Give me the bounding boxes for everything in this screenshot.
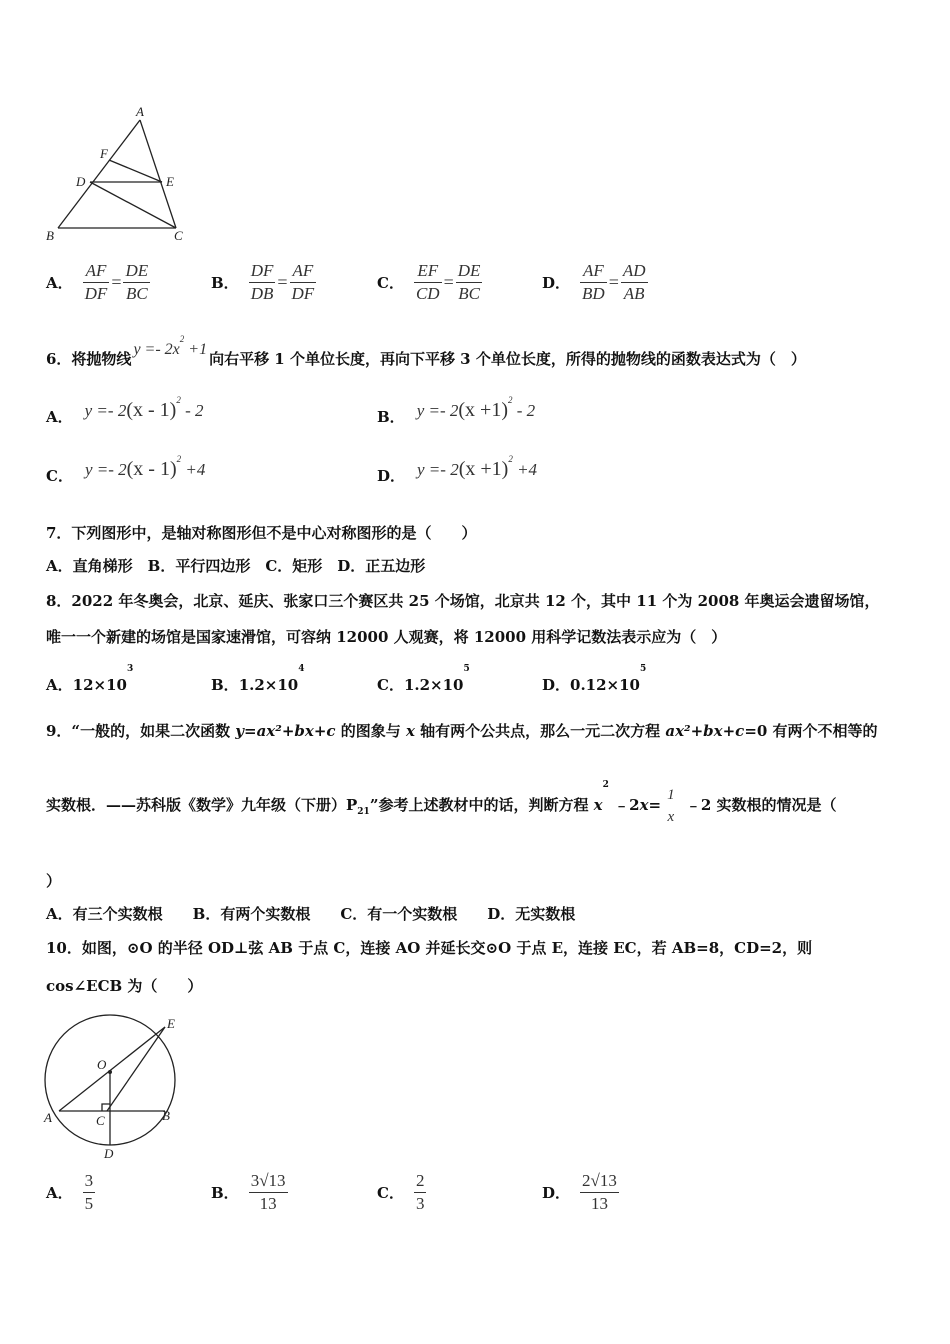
q8-option-d[interactable]: D．$0.12\times 10^5$	[542, 664, 647, 694]
label-d: D	[104, 1146, 114, 1160]
q6-option-b[interactable]: B． $y =- 2(x +1)^2 - 2$	[377, 395, 536, 426]
label-f: F	[100, 146, 108, 161]
label-o: O	[97, 1057, 107, 1072]
segment-ae	[59, 1027, 165, 1111]
q7-stem: 7．下列图形中，是轴对称图形但不是中心对称图形的是（ ）	[46, 524, 477, 542]
q9-stem-line2: 实数根．——苏科版《数学》九年级（下册）$P_{21}$”参考上述教材中的话，判断方程 $x^2$ ﹣2x= 1 x ﹣2 实数根的情况是（	[46, 780, 837, 825]
q10-stem-line2: cos∠ECB 为（ ）	[46, 977, 203, 995]
q6-option-a[interactable]: A． y =- 2(x - 1)$^2$ - 2	[46, 395, 204, 426]
label-a: A	[44, 1110, 52, 1125]
q6-option-d[interactable]: D． $y =- 2(x +1)^2 +4$	[377, 454, 538, 485]
segment-ce	[107, 1027, 165, 1111]
q6-option-c[interactable]: C． y =- 2(x - 1)$^2$ +4	[46, 454, 206, 485]
q7-options[interactable]: A．直角梯形 B．平行四边形 C．矩形 D．正五边形	[46, 557, 426, 575]
label-b: B	[162, 1108, 170, 1123]
label-c: C	[174, 228, 183, 243]
q10-option-b[interactable]: B． $\frac{3√13}{13}$	[211, 1171, 286, 1213]
label-e: E	[167, 1016, 175, 1031]
q8-option-a[interactable]: A．$12\times 10^3$	[46, 664, 134, 694]
q8-stem-line1: 8．2022 年冬奥会，北京、延庆、张家口三个赛区共 25 个场馆，北京共 12 个，其中 11 个为 2008 年奥运会遗留场馆，	[46, 592, 880, 610]
triangle-figure	[40, 100, 200, 245]
q5-option-a[interactable]: A． $\frac{AF}{DF}$ = $\frac{DE}{BC}$	[46, 261, 149, 303]
q10-stem-line1: 10．如图，⊙O 的半径 OD⊥弦 AB 于点 C，连接 AO 并延长交⊙O 于点 E，连接 EC，若 AB=8，CD=2，则	[46, 939, 813, 957]
q9-stem-line1: 9．“一般的，如果二次函数 y=ax²+bx+c 的图象与 x 轴有两个公共点，那么一元二次方程 ax²+bx+c=0 有两个不相等的	[46, 722, 878, 740]
q9-stem-line3: ）	[46, 872, 62, 890]
label-b: B	[46, 228, 54, 243]
q10-option-d[interactable]: D． $\frac{2√13}{13}$	[542, 1171, 617, 1213]
q5-option-c[interactable]: C． $\frac{EF}{CD}$ = $\frac{DE}{BC}$	[377, 261, 481, 303]
q5-option-d[interactable]: D． $\frac{AF}{BD}$ = $\frac{AD}{AB}$	[542, 261, 646, 303]
label-d: D	[76, 174, 86, 189]
q10-option-c[interactable]: C． $\frac{2}{3}$	[377, 1171, 425, 1213]
q10-option-a[interactable]: A． $\frac{3}{5}$	[46, 1171, 94, 1213]
q8-option-c[interactable]: C．$1.2\times 10^5$	[377, 664, 470, 694]
q5-option-b[interactable]: B． $\frac{DF}{DB}$ = $\frac{AF}{DF}$	[211, 261, 315, 303]
label-c: C	[96, 1113, 105, 1128]
q8-stem-line2: 唯一一个新建的场馆是国家速滑馆，可容纳 12000 人观赛，将 12000 用科学记数法表示应为（ ）	[46, 628, 727, 646]
q9-options[interactable]: A．有三个实数根 B．有两个实数根 C．有一个实数根 D．无实数根	[46, 905, 576, 923]
side-ab	[58, 120, 140, 228]
q8-option-b[interactable]: B．$1.2\times 10^4$	[211, 664, 305, 694]
circle-figure	[40, 1010, 190, 1160]
center-dot	[108, 1070, 112, 1074]
label-e: E	[166, 174, 174, 189]
q6-stem: 6．将抛物线$y =- 2x^2 +1$向右平移 1 个单位长度，再向下平移 3 个单位长度，所得的抛物线的函数表达式为（ ）	[46, 334, 806, 368]
label-a: A	[136, 104, 144, 119]
